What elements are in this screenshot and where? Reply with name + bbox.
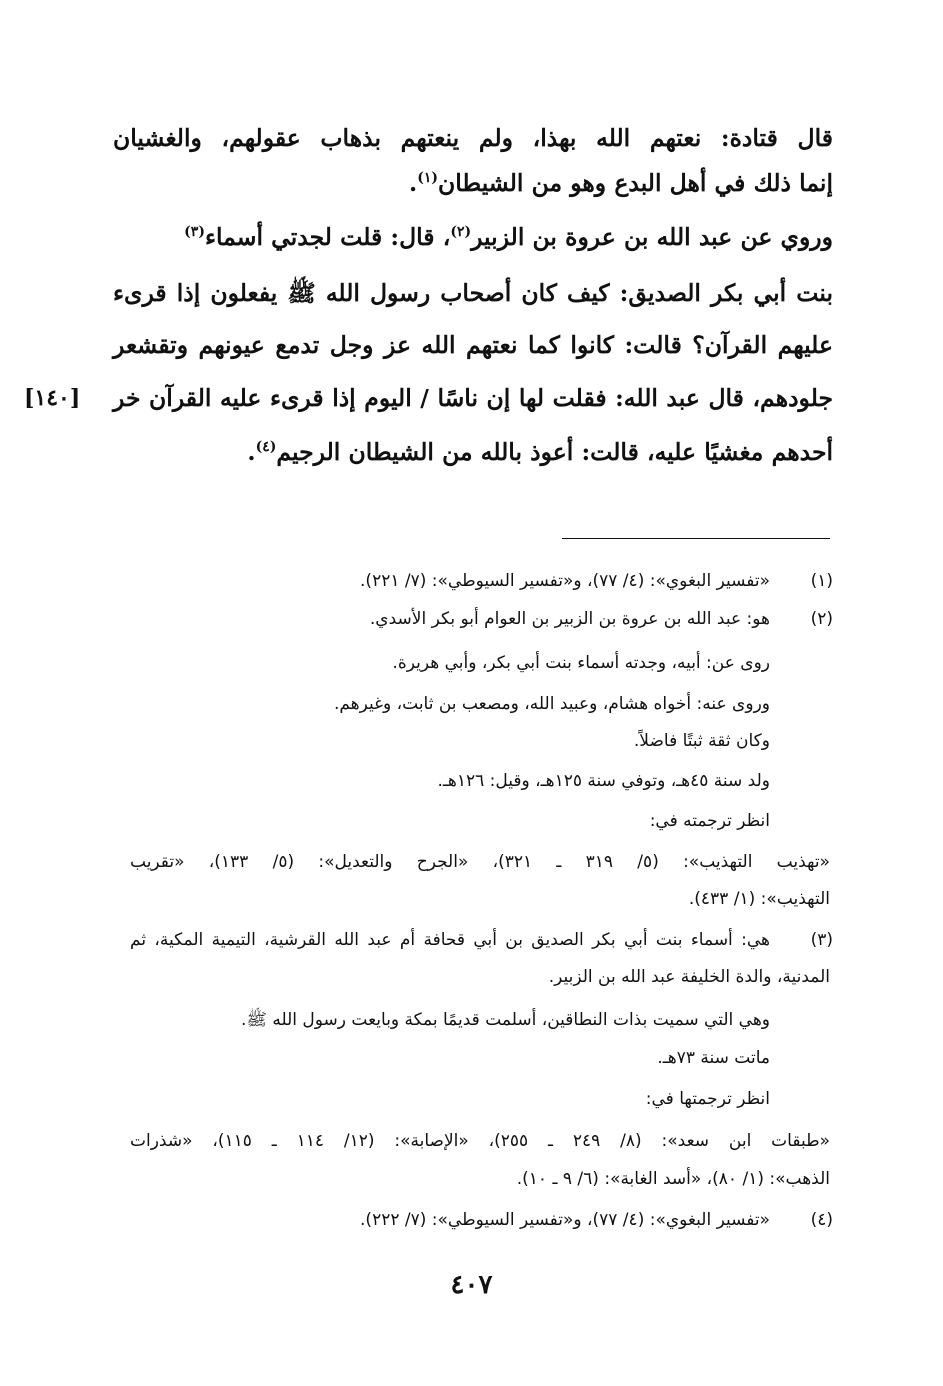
- footnote-2-line-2: روى عن: أبيه، وجدته أسماء بنت أبي بكر، وأبي هريرة.: [392, 653, 770, 673]
- footnote-2-line-6: انظر ترجمته في:: [649, 811, 770, 831]
- footnote-number-2: (٢): [810, 609, 833, 629]
- main-text-line-3-text-a: وروي عن عبد الله بن عروة بن الزبير: [471, 223, 833, 251]
- main-text-line-6: جلودهم، قال عبد الله: فقلت لها إن ناسًا / اليوم إذا قرىء عليه القرآن خر: [113, 384, 833, 412]
- footnote-3-line-6: «طبقات ابن سعد»: (٨/ ٢٤٩ ـ ٢٥٥)، «الإصابة»: (١٢/ ١١٤ ـ ١١٥)، «شذرات: [130, 1131, 831, 1151]
- footnote-separator: [562, 538, 830, 539]
- footnote-ref-2: (٢): [450, 224, 472, 241]
- footnote-3-line-5: انظر ترجمتها في:: [645, 1089, 770, 1109]
- footnote-number-1: (١): [810, 571, 833, 591]
- main-text-line-3: [113, 217, 833, 257]
- main-text-line-2: [113, 163, 833, 203]
- footnote-2-line-4: وكان ثقة ثبتًا فاضلاً.: [633, 731, 770, 751]
- footnote-1-line-1: «تفسير البغوي»: (٤/ ٧٧)، و«تفسير السيوطي»: (٧/ ٢٢١).: [360, 571, 770, 591]
- footnote-2-line-1: هو: عبد الله بن عروة بن الزبير بن العوام أبو بكر الأسدي.: [369, 609, 770, 629]
- main-text-line-4: بنت أبي بكر الصديق: كيف كان أصحاب رسول الله ﷺ يفعلون إذا قرىء: [113, 279, 833, 307]
- main-text-period-1: .: [409, 169, 418, 197]
- footnote-2-line-5: ولد سنة ٤٥هـ، وتوفي سنة ١٢٥هـ، وقيل: ١٢٦هـ.: [437, 771, 770, 791]
- footnote-3-line-1: هي: أسماء بنت أبي بكر الصديق بن أبي قحافة أم عبد الله القرشية، التيمية المكية، ثم: [130, 930, 770, 950]
- main-text-line-1: قال قتادة: نعتهم الله بهذا، ولم ينعتهم بذهاب عقولهم، والغشيان: [113, 124, 833, 152]
- footnote-ref-4: (٤): [255, 439, 277, 456]
- footnote-ref-1: (١): [417, 170, 438, 187]
- footnote-number-4: (٤): [810, 1210, 833, 1230]
- main-text-line-7-text: أحدهم مغشيًا عليه، قالت: أعوذ بالله من الشيطان الرجيم: [276, 438, 833, 466]
- main-text-line-5: عليهم القرآن؟ قالت: كانوا كما نعتهم الله عز وجل تدمع عيونهم وتقشعر: [113, 331, 833, 359]
- footnote-2-line-8: التهذيب»: (١/ ٤٣٣).: [688, 889, 830, 909]
- page-number: ٤٠٧: [450, 1270, 493, 1300]
- footnote-3-line-2: المدنية، والدة الخليفة عبد الله بن الزبير.: [548, 967, 830, 987]
- manuscript-page-marker: [١٤٠]: [24, 385, 81, 411]
- footnote-number-3: (٣): [810, 930, 833, 950]
- main-text-line-3-text-b: ، قال: قلت لجدتي أسماء: [204, 223, 451, 251]
- main-text-line-7: [113, 432, 833, 472]
- footnote-3-line-3: وهي التي سميت بذات النطاقين، أسلمت قديمًا بمكة وبايعت رسول الله ﷺ.: [241, 1010, 770, 1030]
- main-text-line-2-text: إنما ذلك في أهل البدع وهو من الشيطان: [438, 169, 833, 197]
- footnote-2-line-3: وروى عنه: أخواه هشام، وعبيد الله، ومصعب بن ثابت، وغيرهم.: [333, 694, 770, 714]
- footnote-3-line-4: ماتت سنة ٧٣هـ.: [657, 1048, 770, 1068]
- footnote-3-line-7: الذهب»: (١/ ٨٠)، «أسد الغابة»: (٦/ ٩ ـ ١٠).: [516, 1169, 830, 1189]
- footnote-2-line-7: «تهذيب التهذيب»: (٥/ ٣١٩ ـ ٣٢١)، «الجرح والتعديل»: (٥/ ١٣٣)، «تقريب: [130, 852, 830, 872]
- footnote-4-line-1: «تفسير البغوي»: (٤/ ٧٧)، و«تفسير السيوطي»: (٧/ ٢٢٢).: [360, 1210, 770, 1230]
- main-text-period-2: .: [247, 438, 256, 466]
- footnote-ref-3: (٣): [184, 224, 205, 241]
